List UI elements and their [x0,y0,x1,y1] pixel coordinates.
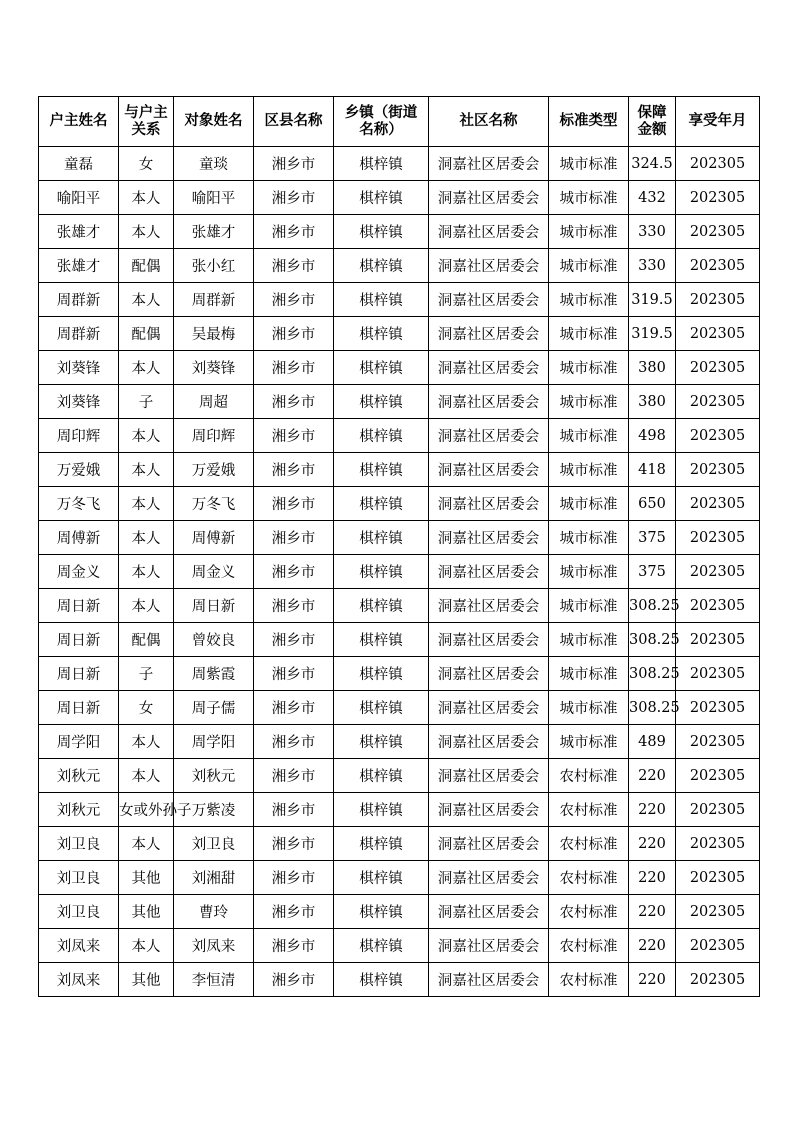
column-header-line: 与户主 [124,104,168,121]
cell-month: 202305 [676,283,760,317]
cell-standard: 城市标准 [549,317,629,351]
cell-household-head: 周群新 [39,283,119,317]
cell-recipient: 周学阳 [174,725,254,759]
column-header-line: 区县名称 [264,113,323,129]
cell-town: 棋梓镇 [334,215,429,249]
column-header-recipient [174,97,254,147]
cell-month: 202305 [676,419,760,453]
cell-amount: 220 [629,929,676,963]
table-header [39,97,760,147]
cell-month: 202305 [676,453,760,487]
cell-town: 棋梓镇 [334,759,429,793]
cell-county: 湘乡市 [254,725,334,759]
cell-household-head: 万爱娥 [39,453,119,487]
cell-standard: 农村标准 [549,963,629,997]
cell-county: 湘乡市 [254,351,334,385]
table-row [39,283,760,317]
cell-household-head: 张雄才 [39,249,119,283]
cell-county: 湘乡市 [254,929,334,963]
cell-town: 棋梓镇 [334,385,429,419]
cell-county: 湘乡市 [254,317,334,351]
cell-month: 202305 [676,691,760,725]
column-header-line: 乡镇（街道 [344,104,418,121]
column-header-town [334,97,429,147]
cell-town: 棋梓镇 [334,181,429,215]
cell-community: 洞嘉社区居委会 [429,351,549,385]
cell-month: 202305 [676,249,760,283]
cell-community: 洞嘉社区居委会 [429,317,549,351]
cell-recipient: 刘卫良 [174,827,254,861]
cell-amount: 489 [629,725,676,759]
cell-household-head: 刘卫良 [39,895,119,929]
column-header-line: 金额 [637,121,667,138]
cell-community: 洞嘉社区居委会 [429,521,549,555]
cell-standard: 城市标准 [549,453,629,487]
table-row [39,827,760,861]
cell-month: 202305 [676,759,760,793]
cell-community: 洞嘉社区居委会 [429,215,549,249]
cell-amount: 324.5 [629,147,676,181]
cell-household-head: 童磊 [39,147,119,181]
cell-standard: 城市标准 [549,283,629,317]
cell-amount: 375 [629,555,676,589]
cell-county: 湘乡市 [254,283,334,317]
table-row [39,623,760,657]
cell-recipient: 刘湘甜 [174,861,254,895]
cell-relation: 本人 [119,725,174,759]
cell-month: 202305 [676,963,760,997]
cell-county: 湘乡市 [254,249,334,283]
table-row [39,351,760,385]
cell-month: 202305 [676,385,760,419]
cell-relation: 其他 [119,895,174,929]
cell-household-head: 周学阳 [39,725,119,759]
cell-community: 洞嘉社区居委会 [429,487,549,521]
cell-county: 湘乡市 [254,589,334,623]
cell-community: 洞嘉社区居委会 [429,453,549,487]
table-row [39,385,760,419]
column-header-line: 社区名称 [459,113,518,129]
table-row [39,895,760,929]
table-row [39,317,760,351]
cell-town: 棋梓镇 [334,691,429,725]
cell-month: 202305 [676,929,760,963]
cell-household-head: 刘葵锋 [39,351,119,385]
cell-standard: 农村标准 [549,759,629,793]
cell-community: 洞嘉社区居委会 [429,555,549,589]
cell-town: 棋梓镇 [334,521,429,555]
cell-town: 棋梓镇 [334,929,429,963]
cell-relation: 本人 [119,521,174,555]
table-row [39,793,760,827]
cell-town: 棋梓镇 [334,963,429,997]
cell-relation: 子 [119,385,174,419]
cell-month: 202305 [676,317,760,351]
cell-recipient: 吴最梅 [174,317,254,351]
cell-standard: 城市标准 [549,181,629,215]
column-header-line: 享受年月 [688,113,747,129]
cell-relation: 本人 [119,283,174,317]
cell-relation: 配偶 [119,249,174,283]
table-row [39,759,760,793]
column-header-line: 保障 [637,104,667,121]
cell-standard: 城市标准 [549,555,629,589]
cell-amount: 319.5 [629,317,676,351]
cell-household-head: 刘凤来 [39,963,119,997]
cell-town: 棋梓镇 [334,861,429,895]
cell-amount: 220 [629,793,676,827]
column-header-county [254,97,334,147]
cell-recipient: 周超 [174,385,254,419]
cell-amount: 308.25 [629,589,676,623]
cell-town: 棋梓镇 [334,419,429,453]
cell-standard: 农村标准 [549,861,629,895]
cell-relation: 本人 [119,929,174,963]
cell-household-head: 刘卫良 [39,861,119,895]
cell-community: 洞嘉社区居委会 [429,725,549,759]
table-row [39,147,760,181]
cell-community: 洞嘉社区居委会 [429,283,549,317]
cell-recipient: 周傅新 [174,521,254,555]
cell-county: 湘乡市 [254,793,334,827]
cell-county: 湘乡市 [254,657,334,691]
cell-month: 202305 [676,793,760,827]
cell-relation: 女 [119,147,174,181]
cell-standard: 城市标准 [549,657,629,691]
column-header-line: 户主姓名 [49,113,108,129]
cell-household-head: 刘秋元 [39,793,119,827]
cell-town: 棋梓镇 [334,249,429,283]
cell-county: 湘乡市 [254,487,334,521]
table-row [39,861,760,895]
cell-town: 棋梓镇 [334,317,429,351]
cell-standard: 城市标准 [549,215,629,249]
cell-county: 湘乡市 [254,147,334,181]
table-row [39,521,760,555]
cell-standard: 城市标准 [549,623,629,657]
cell-community: 洞嘉社区居委会 [429,589,549,623]
cell-community: 洞嘉社区居委会 [429,181,549,215]
cell-household-head: 喻阳平 [39,181,119,215]
cell-recipient: 张雄才 [174,215,254,249]
cell-town: 棋梓镇 [334,793,429,827]
cell-amount: 220 [629,861,676,895]
cell-amount: 432 [629,181,676,215]
cell-month: 202305 [676,181,760,215]
cell-household-head: 刘卫良 [39,827,119,861]
cell-amount: 498 [629,419,676,453]
cell-relation: 本人 [119,453,174,487]
table-row [39,419,760,453]
cell-relation: 配偶 [119,623,174,657]
cell-amount: 375 [629,521,676,555]
cell-amount: 418 [629,453,676,487]
cell-amount: 330 [629,215,676,249]
cell-recipient: 周紫霞 [174,657,254,691]
column-header-relation [119,97,174,147]
cell-town: 棋梓镇 [334,895,429,929]
cell-standard: 农村标准 [549,793,629,827]
cell-amount: 330 [629,249,676,283]
column-header-amount [629,97,676,147]
table-row [39,487,760,521]
cell-month: 202305 [676,215,760,249]
cell-recipient: 喻阳平 [174,181,254,215]
cell-month: 202305 [676,827,760,861]
cell-month: 202305 [676,623,760,657]
cell-relation: 本人 [119,419,174,453]
cell-amount: 308.25 [629,657,676,691]
cell-town: 棋梓镇 [334,351,429,385]
cell-town: 棋梓镇 [334,589,429,623]
cell-amount: 220 [629,963,676,997]
cell-recipient: 刘秋元 [174,759,254,793]
cell-month: 202305 [676,487,760,521]
cell-town: 棋梓镇 [334,283,429,317]
cell-community: 洞嘉社区居委会 [429,657,549,691]
cell-recipient: 周金义 [174,555,254,589]
cell-recipient: 周印辉 [174,419,254,453]
table-row [39,249,760,283]
cell-county: 湘乡市 [254,419,334,453]
cell-household-head: 周日新 [39,691,119,725]
cell-household-head: 万冬飞 [39,487,119,521]
table-body [39,147,760,997]
assistance-roster-table [38,96,760,997]
cell-recipient: 刘凤来 [174,929,254,963]
cell-relation: 子 [119,657,174,691]
cell-household-head: 张雄才 [39,215,119,249]
cell-month: 202305 [676,861,760,895]
cell-community: 洞嘉社区居委会 [429,793,549,827]
table-row [39,453,760,487]
column-header-line: 名称） [359,121,403,138]
cell-county: 湘乡市 [254,861,334,895]
cell-county: 湘乡市 [254,453,334,487]
column-header-line: 标准类型 [559,113,618,129]
cell-community: 洞嘉社区居委会 [429,385,549,419]
cell-community: 洞嘉社区居委会 [429,249,549,283]
cell-county: 湘乡市 [254,963,334,997]
cell-relation: 其他 [119,963,174,997]
cell-community: 洞嘉社区居委会 [429,861,549,895]
cell-month: 202305 [676,725,760,759]
cell-county: 湘乡市 [254,555,334,589]
cell-county: 湘乡市 [254,827,334,861]
cell-standard: 城市标准 [549,419,629,453]
cell-relation: 本人 [119,827,174,861]
cell-amount: 308.25 [629,691,676,725]
cell-relation: 本人 [119,759,174,793]
cell-town: 棋梓镇 [334,555,429,589]
cell-county: 湘乡市 [254,385,334,419]
column-header-line: 对象姓名 [184,113,243,129]
cell-community: 洞嘉社区居委会 [429,827,549,861]
cell-amount: 220 [629,827,676,861]
cell-relation: 本人 [119,589,174,623]
cell-recipient: 曾姣良 [174,623,254,657]
column-header-standard [549,97,629,147]
cell-county: 湘乡市 [254,521,334,555]
cell-household-head: 周日新 [39,657,119,691]
cell-recipient: 刘葵锋 [174,351,254,385]
table-row [39,929,760,963]
cell-standard: 农村标准 [549,827,629,861]
cell-community: 洞嘉社区居委会 [429,691,549,725]
cell-community: 洞嘉社区居委会 [429,147,549,181]
cell-household-head: 刘凤来 [39,929,119,963]
cell-community: 洞嘉社区居委会 [429,623,549,657]
column-header-month [676,97,760,147]
cell-town: 棋梓镇 [334,487,429,521]
cell-household-head: 周印辉 [39,419,119,453]
cell-recipient: 周日新 [174,589,254,623]
cell-community: 洞嘉社区居委会 [429,963,549,997]
cell-standard: 农村标准 [549,895,629,929]
cell-standard: 城市标准 [549,691,629,725]
cell-community: 洞嘉社区居委会 [429,895,549,929]
cell-relation: 本人 [119,351,174,385]
cell-standard: 城市标准 [549,249,629,283]
table-row [39,555,760,589]
table-row [39,215,760,249]
cell-amount: 220 [629,759,676,793]
cell-standard: 城市标准 [549,147,629,181]
cell-county: 湘乡市 [254,215,334,249]
cell-month: 202305 [676,589,760,623]
cell-amount: 650 [629,487,676,521]
cell-community: 洞嘉社区居委会 [429,929,549,963]
cell-relation: 本人 [119,487,174,521]
cell-town: 棋梓镇 [334,453,429,487]
table-row [39,725,760,759]
cell-month: 202305 [676,521,760,555]
cell-relation: 本人 [119,215,174,249]
cell-amount: 380 [629,351,676,385]
cell-recipient: 万爱娥 [174,453,254,487]
cell-recipient: 张小红 [174,249,254,283]
cell-relation: 本人 [119,555,174,589]
cell-household-head: 刘葵锋 [39,385,119,419]
table-row [39,589,760,623]
cell-household-head: 刘秋元 [39,759,119,793]
cell-county: 湘乡市 [254,895,334,929]
cell-household-head: 周日新 [39,623,119,657]
cell-community: 洞嘉社区居委会 [429,759,549,793]
column-header-household-head [39,97,119,147]
cell-amount: 380 [629,385,676,419]
cell-standard: 城市标准 [549,385,629,419]
cell-standard: 城市标准 [549,521,629,555]
header-row [39,97,760,147]
table-row [39,691,760,725]
column-header-line: 关系 [131,121,161,138]
cell-standard: 城市标准 [549,487,629,521]
column-header-community [429,97,549,147]
cell-household-head: 周日新 [39,589,119,623]
cell-month: 202305 [676,351,760,385]
cell-relation: 配偶 [119,317,174,351]
table-row [39,963,760,997]
cell-relation: 其他 [119,861,174,895]
cell-standard: 城市标准 [549,351,629,385]
cell-recipient: 李恒清 [174,963,254,997]
cell-town: 棋梓镇 [334,725,429,759]
table-row [39,181,760,215]
cell-town: 棋梓镇 [334,827,429,861]
cell-recipient: 万冬飞 [174,487,254,521]
cell-month: 202305 [676,895,760,929]
cell-recipient: 曹玲 [174,895,254,929]
cell-county: 湘乡市 [254,759,334,793]
cell-household-head: 周傅新 [39,521,119,555]
cell-recipient: 万紫凌 [174,793,254,827]
cell-town: 棋梓镇 [334,623,429,657]
cell-standard: 农村标准 [549,929,629,963]
cell-standard: 城市标准 [549,725,629,759]
cell-recipient: 周群新 [174,283,254,317]
cell-standard: 城市标准 [549,589,629,623]
cell-amount: 220 [629,895,676,929]
cell-household-head: 周金义 [39,555,119,589]
cell-month: 202305 [676,657,760,691]
cell-county: 湘乡市 [254,623,334,657]
cell-relation: 女 [119,691,174,725]
cell-relation: 女或外孙子 [119,793,174,827]
cell-relation: 本人 [119,181,174,215]
table-row [39,657,760,691]
cell-recipient: 周子儒 [174,691,254,725]
cell-amount: 319.5 [629,283,676,317]
cell-town: 棋梓镇 [334,147,429,181]
cell-community: 洞嘉社区居委会 [429,419,549,453]
cell-household-head: 周群新 [39,317,119,351]
cell-recipient: 童琰 [174,147,254,181]
cell-month: 202305 [676,555,760,589]
cell-county: 湘乡市 [254,181,334,215]
cell-town: 棋梓镇 [334,657,429,691]
cell-county: 湘乡市 [254,691,334,725]
cell-month: 202305 [676,147,760,181]
cell-amount: 308.25 [629,623,676,657]
